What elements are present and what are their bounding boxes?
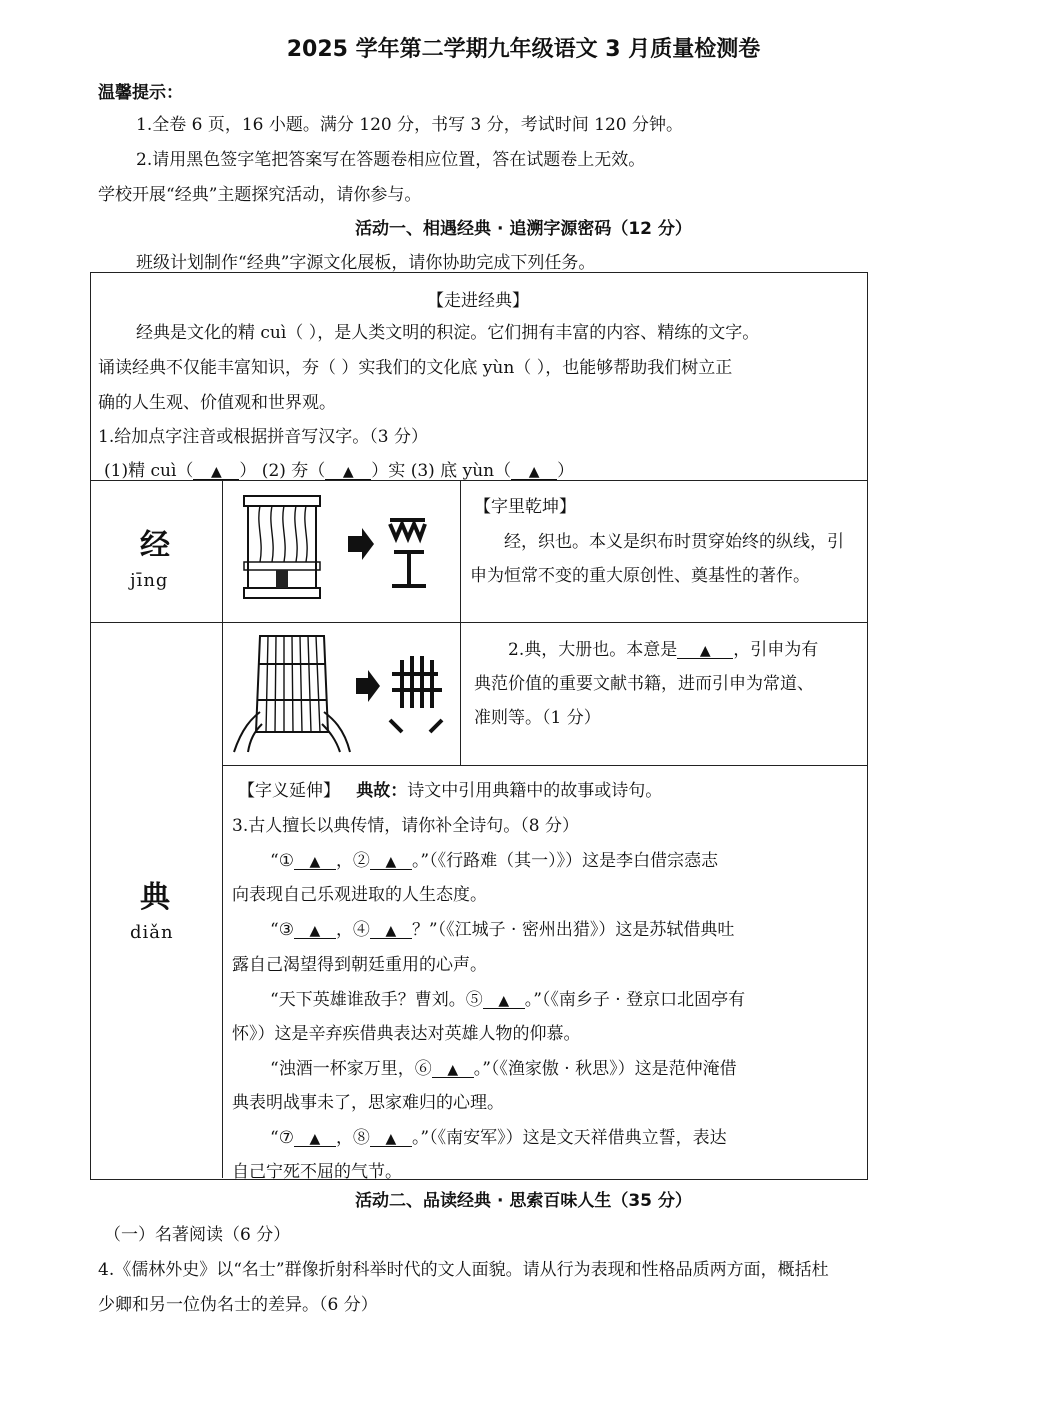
q1-part-3: ）实 (3) 底 yùn（ (371, 461, 512, 481)
question-3: 3.古人擅长以典传情，请你补全诗句。（8 分） (232, 816, 579, 836)
question-2 (474, 633, 818, 735)
poem-item-4: “浊酒一杯家万里，⑥ ▲ 。”（《渔家傲 · 秋思》）这是范仲淹借 (270, 1059, 737, 1079)
tips-line-1: 1.全卷 6 页，16 小题。满分 120 分，书写 3 分，考试时间 120 分钟。 (136, 115, 684, 135)
answer-blank[interactable]: ▲ (370, 924, 412, 939)
diangu-definition: 诗文中引用典籍中的故事或诗句。 (407, 781, 663, 801)
question-1-blanks (104, 456, 574, 481)
q1-part-2: ） (2) 夯（ (239, 461, 326, 481)
question-1: 1.给加点字注音或根据拼音写汉字。（3 分） (98, 427, 428, 447)
question-4-line-2: 少卿和另一位伪名士的差异。（6 分） (98, 1295, 378, 1315)
q2-line-2: 典范价值的重要文献书籍，进而引申为常道、 (474, 674, 814, 694)
answer-blank[interactable]: ▲ (370, 1132, 412, 1147)
poem-item-2: “③ ▲ ，④ ▲ ？”（《江城子 · 密州出猎》）这是苏轼借典吐 (270, 920, 735, 940)
bamboo-book-illustration (232, 628, 454, 758)
q1-part-4: ） (557, 461, 575, 481)
zyyx-row (238, 776, 662, 801)
pinyin-jing: jīng (130, 570, 169, 591)
activity1-title: 活动一、相遇经典 · 追溯字源密码（12 分） (355, 219, 692, 239)
diangu-label: 典故： (356, 781, 408, 801)
poem-item-3: “天下英雄谁敌手？曹刘。⑤ ▲ 。”（《南乡子 · 登京口北固亭有 (270, 990, 746, 1010)
zyyx-label: 【字义延伸】 (238, 781, 340, 801)
row-divider-3 (222, 765, 867, 766)
tips-line-2: 2.请用黑色签字笔把答案写在答题卷相应位置，答在试题卷上无效。 (136, 150, 646, 170)
poem-item-4-cont: 典表明战事未了，思家难归的心理。 (232, 1093, 504, 1113)
q2-part-1: 2.典，大册也。本意是 (508, 640, 678, 660)
answer-blank[interactable]: ▲ (677, 644, 733, 659)
col-divider-2 (460, 480, 461, 765)
passage-line-2: 诵读经典不仅能丰富知识，夯（ ）实我们的文化底 yùn（ ），也能够帮助我们树立正 (98, 358, 733, 378)
poem-item-3-cont: 怀》）这是辛弃疾借典表达对英雄人物的仰慕。 (232, 1024, 581, 1044)
answer-blank[interactable]: ▲ (294, 855, 336, 870)
poem-item-2-cont: 露自己渴望得到朝廷重用的心声。 (232, 955, 487, 975)
answer-blank[interactable]: ▲ (432, 1063, 474, 1078)
activity2-sub1: （一）名著阅读（6 分） (104, 1225, 291, 1245)
poem-item-1: “① ▲ ，② ▲ 。”（《行路难（其一）》）这是李白借宗悫志 (270, 851, 719, 871)
poem-item-5: “⑦ ▲ ，⑧ ▲ 。”（《南安军》）这是文天祥借典立誓，表达 (270, 1128, 727, 1148)
question-4-line-1: 4.《儒林外史》以“名士”群像折射科举时代的文人面貌。请从行为表现和性格品质两方面，概括杜 (98, 1260, 829, 1280)
tips-heading: 温馨提示： (98, 83, 183, 103)
loom-illustration (240, 490, 440, 610)
poem-item-1-cont: 向表现自己乐观进取的人生态度。 (232, 885, 487, 905)
answer-blank[interactable]: ▲ (325, 465, 371, 480)
char-jing: 经 (140, 528, 170, 563)
panel-title: 【走进经典】 (427, 291, 529, 311)
q1-part-1: (1)精 cuì（ (104, 461, 194, 481)
ziliqiankun-label: 【字里乾坤】 (474, 497, 576, 517)
activity1-desc: 班级计划制作“经典”字源文化展板，请你协助完成下列任务。 (136, 253, 596, 273)
answer-blank[interactable]: ▲ (511, 465, 557, 480)
col-divider-1 (222, 480, 223, 1178)
q2-line-3: 准则等。（1 分） (474, 708, 601, 728)
char-dian: 典 (140, 880, 170, 915)
intro-text: 学校开展“经典”主题探究活动，请你参与。 (98, 185, 422, 205)
answer-blank[interactable]: ▲ (294, 924, 336, 939)
answer-blank[interactable]: ▲ (483, 994, 525, 1009)
answer-blank[interactable]: ▲ (193, 465, 239, 480)
answer-blank[interactable]: ▲ (370, 855, 412, 870)
poem-item-5-cont: 自己宁死不屈的气节。 (232, 1162, 402, 1182)
row-divider-2 (90, 622, 867, 623)
answer-blank[interactable]: ▲ (294, 1132, 336, 1147)
pinyin-dian: diǎn (130, 922, 174, 943)
page-title: 2025 学年第二学期九年级语文 3 月质量检测卷 (286, 37, 761, 62)
jing-explanation: 经，织也。本义是织布时贯穿始终的纵线，引申为恒常不变的重大原创性、奠基性的著作。 (470, 532, 844, 586)
q2-part-2: ，引申为有 (733, 640, 819, 660)
passage-line-1: 经典是文化的精 cuì（ ），是人类文明的积淀。它们拥有丰富的内容、精练的文字。 (136, 323, 760, 343)
passage-line-3: 确的人生观、价值观和世界观。 (98, 393, 336, 413)
activity2-title: 活动二、品读经典 · 思索百味人生（35 分） (355, 1191, 692, 1211)
